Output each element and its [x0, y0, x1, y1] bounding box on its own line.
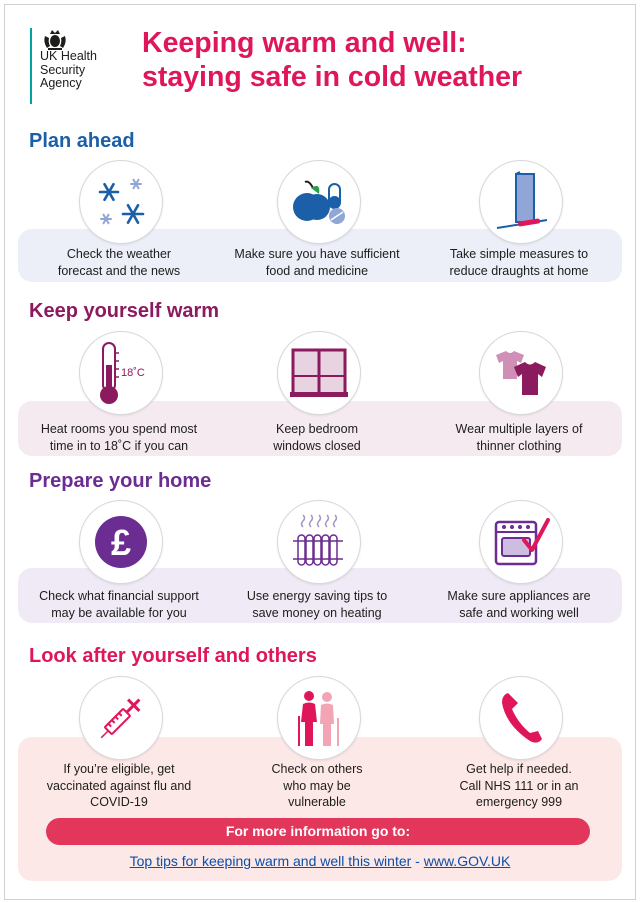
- food-medicine-icon: [287, 174, 351, 230]
- section-heading-look-after: Look after yourself and others: [29, 645, 317, 667]
- caption-prepare-3: Make sure appliances are safe and working well: [447, 589, 591, 620]
- clothing-layers-icon: [490, 347, 552, 399]
- org-name-line: Security: [40, 62, 86, 77]
- oven-check-icon-circle: [479, 500, 563, 584]
- caption-warm-1: Heat rooms you spend most time in to 18˚C if you can: [40, 422, 198, 453]
- more-info-bar: For more information go to:: [46, 818, 590, 845]
- org-name-line: Agency: [40, 76, 82, 90]
- snowflake-icon: [89, 172, 153, 232]
- phone-icon-circle: [479, 676, 563, 760]
- radiator-icon-circle: [277, 500, 361, 584]
- caption-prepare-2: Use energy saving tips to save money on heating: [246, 589, 388, 620]
- caption-look-2: Check on others who may be vulnerable: [271, 762, 363, 809]
- oven-check-icon: [490, 514, 552, 570]
- thermometer-icon-circle: [79, 331, 163, 415]
- thermometer-icon: [89, 339, 153, 407]
- pound-symbol: £: [110, 522, 132, 563]
- caption-look-1: If you’re eligible, get vaccinated against flu and COVID-19: [46, 762, 192, 809]
- food-medicine-icon-circle: [277, 160, 361, 244]
- caption-plan-2: Make sure you have sufficient food and medicine: [234, 247, 400, 278]
- caption-warm-2: Keep bedroom windows closed: [273, 422, 361, 453]
- title-line-1: Keeping warm and well:: [142, 27, 467, 59]
- org-name-line: UK Health: [40, 49, 97, 63]
- radiator-icon: [289, 511, 349, 573]
- top-tips-link[interactable]: Top tips for keeping warm and well this winter: [129, 853, 412, 869]
- footer-links: [0, 853, 640, 869]
- window-icon: [289, 346, 349, 400]
- draught-excluder-door-icon-circle: [479, 160, 563, 244]
- clothing-layers-icon-circle: [479, 331, 563, 415]
- caption-plan-1: Check the weather forecast and the news: [57, 247, 181, 278]
- caption-look-3: Get help if needed. Call NHS 111 or in an emergency 999: [459, 762, 579, 809]
- pound-icon-circle: [79, 500, 163, 584]
- section-heading-prepare-home: Prepare your home: [29, 470, 212, 492]
- caption-plan-3: Take simple measures to reduce draughts at home: [449, 247, 589, 278]
- section-heading-keep-warm: Keep yourself warm: [29, 300, 220, 322]
- syringe-icon: [91, 688, 151, 748]
- link-separator: -: [411, 853, 424, 869]
- syringe-icon-circle: [79, 676, 163, 760]
- thermometer-label: 18˚C: [121, 367, 145, 379]
- royal-crest-icon: [42, 28, 68, 50]
- page-title: [142, 26, 522, 94]
- caption-prepare-1: Check what financial support may be available for you: [39, 589, 199, 620]
- phone-icon: [494, 689, 548, 747]
- gov-uk-link[interactable]: www.GOV.UK: [423, 853, 511, 869]
- section-heading-plan-ahead: Plan ahead: [29, 130, 135, 152]
- draught-excluder-door-icon: [491, 170, 551, 234]
- caption-warm-3: Wear multiple layers of thinner clothing: [455, 422, 583, 453]
- elderly-people-icon: [289, 686, 349, 750]
- ukhsa-logo: [30, 28, 120, 104]
- window-icon-circle: [277, 331, 361, 415]
- snowflake-icon-circle: [79, 160, 163, 244]
- title-line-2: staying safe in cold weather: [142, 61, 523, 93]
- pound-icon: [92, 513, 150, 571]
- elderly-people-icon-circle: [277, 676, 361, 760]
